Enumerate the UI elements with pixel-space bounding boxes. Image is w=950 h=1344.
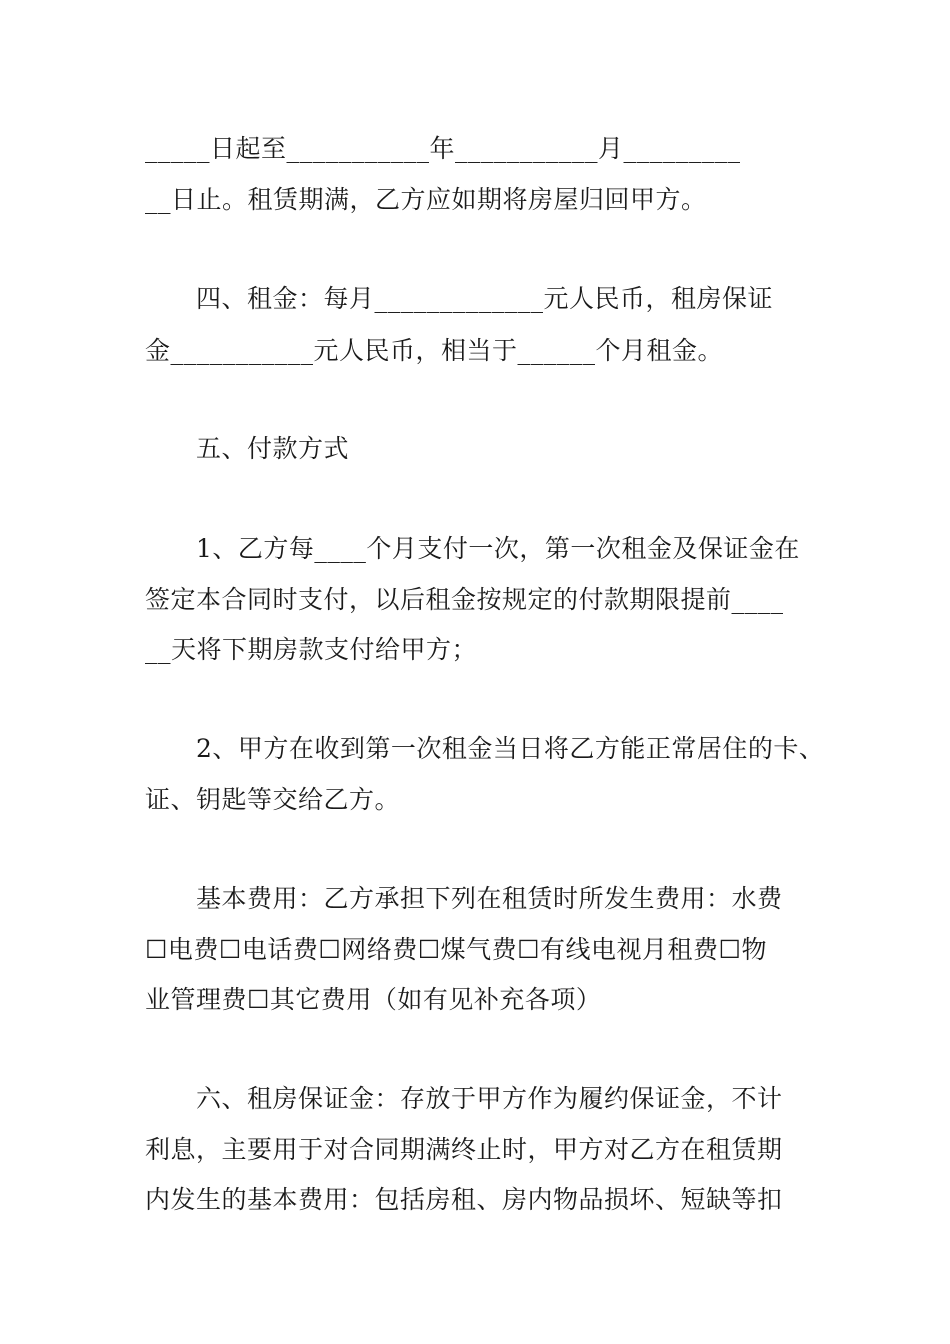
section-heading: 五、付款方式: [196, 434, 350, 463]
text-line: 金___________元人民币，相当于______个月租金。: [145, 336, 724, 365]
text-line: 四、租金：每月_____________元人民币，租房保证: [196, 284, 774, 313]
text-line: 1、乙方每____个月支付一次，第一次租金及保证金在: [196, 534, 800, 563]
text-line: 2、甲方在收到第一次租金当日将乙方能正常居住的卡、: [196, 734, 825, 763]
text-line: _____日起至___________年___________月_________: [145, 134, 741, 163]
text-line: 利息，主要用于对合同期满终止时，甲方对乙方在租赁期: [145, 1135, 783, 1164]
text-line: __日止。租赁期满，乙方应如期将房屋归回甲方。: [145, 185, 707, 214]
text-line: 内发生的基本费用：包括房租、房内物品损坏、短缺等扣: [145, 1185, 783, 1214]
text-line: 业管理费☐其它费用（如有见补充各项）: [145, 985, 602, 1014]
text-line: 六、租房保证金：存放于甲方作为履约保证金，不计: [196, 1084, 783, 1113]
text-line: 签定本合同时支付，以后租金按规定的付款期限提前____: [145, 585, 784, 614]
text-line: 基本费用：乙方承担下列在租赁时所发生费用：水费: [196, 884, 783, 913]
text-line: 证、钥匙等交给乙方。: [145, 785, 401, 814]
text-line: __天将下期房款支付给甲方；: [145, 635, 478, 664]
text-line: ☐电费☐电话费☐网络费☐煤气费☐有线电视月租费☐物: [145, 935, 767, 964]
